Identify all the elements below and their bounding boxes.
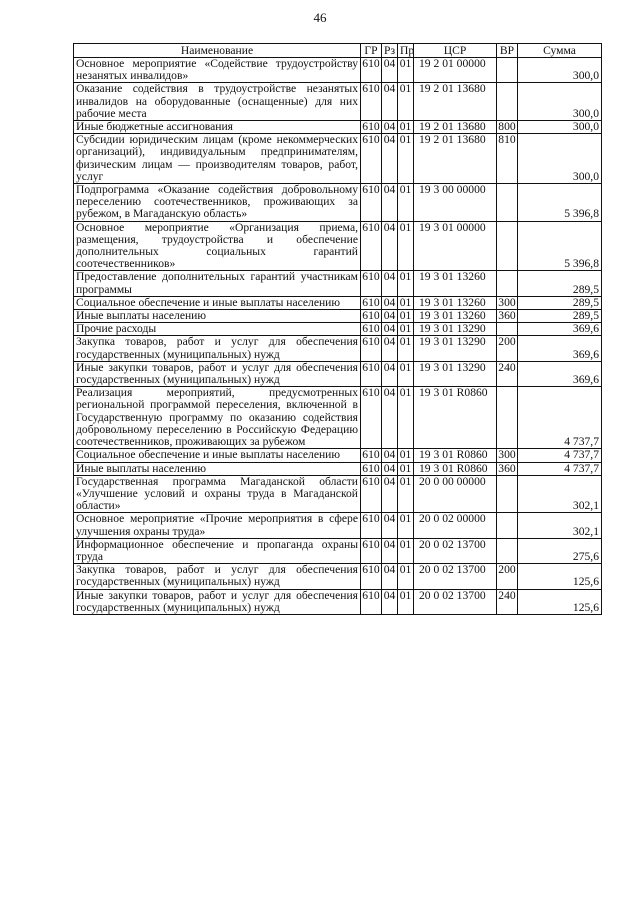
row-csr: 20 0 02 13700 [414, 538, 497, 563]
row-gr: 610 [361, 564, 382, 589]
table-row [74, 538, 602, 563]
row-name: Основное мероприятие «Содействие трудоустройству незанятых инвалидов» [74, 58, 361, 83]
table-row [74, 513, 602, 538]
row-csr: 20 0 02 13700 [414, 564, 497, 589]
row-rz: 04 [382, 387, 398, 449]
page-number: 46 [313, 10, 327, 25]
row-pr: 01 [398, 564, 414, 589]
row-vr [497, 513, 518, 538]
row-pr: 01 [398, 387, 414, 449]
row-sum: 369,6 [518, 336, 602, 361]
table-row [74, 83, 602, 121]
row-csr: 19 3 01 13290 [414, 361, 497, 386]
table-row [74, 121, 602, 134]
row-gr: 610 [362, 448, 380, 462]
row-rz: 04 [382, 271, 398, 296]
header-csr: ЦСР [414, 44, 497, 58]
row-name: Иные закупки товаров, работ и услуг для обеспечения государственных (муниципальных) нужд [74, 589, 361, 614]
row-gr: 610 [361, 336, 382, 361]
row-vr: 200 [497, 564, 518, 589]
table-row [74, 323, 602, 336]
row-csr: 19 2 01 13680 [414, 121, 497, 134]
row-name: Иные бюджетные ассигнования [74, 121, 361, 134]
row-vr [497, 221, 518, 271]
row-csr: 19 3 01 R0860 [414, 387, 497, 449]
row-csr: 20 0 02 13700 [414, 589, 497, 614]
row-name: Закупка товаров, работ и услуг для обеспечения государственных (муниципальных) нужд [74, 564, 361, 589]
row-gr: 610 [362, 461, 380, 475]
table-body [74, 58, 602, 615]
row-vr [497, 58, 518, 83]
row-rz: 04 [382, 296, 398, 309]
row-pr: 01 [398, 462, 414, 475]
row-pr: 01 [398, 336, 414, 361]
table-row [74, 564, 602, 589]
row-rz: 04 [382, 310, 398, 323]
row-pr: 01 [398, 361, 414, 386]
row-name: Основное мероприятие «Организация приема, размещения, трудоустройства и обеспечение дополнительных социальных гарантий соотечественников» [74, 221, 361, 271]
row-sum: 302,1 [518, 475, 602, 513]
row-pr: 01 [398, 296, 414, 309]
table-row [74, 58, 602, 83]
row-gr: 610 [361, 589, 382, 614]
row-name: Иные выплаты населению [74, 310, 361, 323]
row-pr: 01 [398, 513, 414, 538]
row-vr: 800 [498, 120, 516, 134]
table-row [74, 221, 602, 271]
row-sum: 300,0 [518, 58, 602, 83]
table-row [74, 475, 602, 513]
row-rz: 04 [382, 538, 398, 563]
row-vr [497, 271, 518, 296]
row-gr: 610 [362, 120, 380, 134]
row-gr: 610 [362, 322, 380, 336]
row-sum: 289,5 [518, 310, 602, 323]
row-rz: 04 [382, 449, 398, 462]
row-csr: 20 0 00 00000 [414, 475, 497, 513]
row-csr: 19 3 01 13260 [414, 296, 497, 309]
row-rz: 04 [382, 513, 398, 538]
row-vr: 360 [498, 461, 516, 475]
table-row [74, 462, 602, 475]
row-vr: 300 [498, 295, 516, 309]
row-rz: 04 [382, 221, 398, 271]
header-gr: ГР [361, 44, 382, 58]
row-gr: 610 [361, 271, 382, 296]
header-sum: Сумма [518, 44, 602, 58]
table-row [74, 271, 602, 296]
row-gr: 610 [361, 361, 382, 386]
row-sum: 369,6 [518, 323, 602, 336]
row-name: Социальное обеспечение и иные выплаты населению [74, 449, 361, 462]
row-vr [497, 323, 518, 336]
row-gr: 610 [361, 83, 382, 121]
row-rz: 04 [382, 361, 398, 386]
row-csr: 19 3 01 13260 [414, 310, 497, 323]
row-rz: 04 [382, 475, 398, 513]
row-pr: 01 [398, 538, 414, 563]
row-pr: 01 [398, 184, 414, 222]
table-row [74, 449, 602, 462]
row-sum: 275,6 [518, 538, 602, 563]
row-csr: 19 2 01 00000 [414, 58, 497, 83]
row-gr: 610 [361, 475, 382, 513]
row-name: Основное мероприятие «Прочие мероприятия в сфере улучшения охраны труда» [74, 513, 361, 538]
row-csr: 19 2 01 13680 [414, 83, 497, 121]
row-vr: 240 [497, 361, 518, 386]
row-gr: 610 [361, 538, 382, 563]
row-vr [497, 83, 518, 121]
row-vr: 300 [498, 448, 516, 462]
row-gr: 610 [361, 184, 382, 222]
row-pr: 01 [398, 449, 414, 462]
table-row [74, 336, 602, 361]
row-gr: 610 [361, 58, 382, 83]
row-pr: 01 [398, 271, 414, 296]
row-rz: 04 [382, 83, 398, 121]
header-vr: ВР [497, 44, 518, 58]
row-sum: 300,0 [518, 134, 602, 184]
row-rz: 04 [382, 134, 398, 184]
row-sum: 4 737,7 [518, 449, 602, 462]
row-sum: 4 737,7 [518, 387, 602, 449]
row-rz: 04 [382, 564, 398, 589]
header-rz: Рз [382, 44, 398, 58]
row-csr: 19 3 01 00000 [414, 221, 497, 271]
row-sum: 4 737,7 [518, 462, 602, 475]
row-csr: 19 3 01 13260 [414, 271, 497, 296]
row-vr [497, 475, 518, 513]
row-csr: 19 3 01 13290 [414, 336, 497, 361]
row-gr: 610 [361, 513, 382, 538]
budget-table [73, 43, 602, 615]
row-rz: 04 [382, 589, 398, 614]
row-rz: 04 [382, 462, 398, 475]
row-sum: 125,6 [518, 564, 602, 589]
table-row [74, 184, 602, 222]
table-header-row [74, 44, 602, 58]
row-sum: 369,6 [518, 361, 602, 386]
row-csr: 19 3 01 R0860 [414, 449, 497, 462]
row-rz: 04 [382, 58, 398, 83]
row-name: Субсидии юридическим лицам (кроме некоммерческих организаций), индивидуальным предпринимателям, физическим лицам — производителям товаров, работ, услуг [74, 134, 361, 184]
row-csr: 19 3 00 00000 [414, 184, 497, 222]
row-pr: 01 [398, 83, 414, 121]
row-name: Прочие расходы [74, 323, 361, 336]
row-sum: 302,1 [518, 513, 602, 538]
row-pr: 01 [398, 323, 414, 336]
table-row [74, 134, 602, 184]
row-gr: 610 [361, 221, 382, 271]
row-sum: 289,5 [518, 271, 602, 296]
row-csr: 19 2 01 13680 [414, 134, 497, 184]
table-row [74, 589, 602, 614]
row-name: Оказание содействия в трудоустройстве незанятых инвалидов на оборудованные (оснащенные) для них рабочие места [74, 83, 361, 121]
row-rz: 04 [382, 336, 398, 361]
table-row [74, 296, 602, 309]
row-pr: 01 [398, 121, 414, 134]
row-sum: 5 396,8 [518, 221, 602, 271]
row-vr: 360 [498, 309, 516, 323]
row-gr: 610 [362, 295, 380, 309]
row-csr: 19 3 01 13290 [414, 323, 497, 336]
row-vr [497, 387, 518, 449]
row-sum: 300,0 [518, 121, 602, 134]
row-sum: 5 396,8 [518, 184, 602, 222]
row-csr: 20 0 02 00000 [414, 513, 497, 538]
row-pr: 01 [398, 589, 414, 614]
row-sum: 300,0 [518, 83, 602, 121]
row-pr: 01 [398, 134, 414, 184]
table-row [74, 310, 602, 323]
header-name: Наименование [74, 44, 361, 58]
row-name: Социальное обеспечение и иные выплаты населению [74, 296, 361, 309]
row-pr: 01 [398, 58, 414, 83]
row-vr: 810 [497, 134, 518, 184]
row-name: Иные выплаты населению [74, 462, 361, 475]
row-vr: 200 [497, 336, 518, 361]
row-name: Государственная программа Магаданской области «Улучшение условий и охраны труда в Магаданской области» [74, 475, 361, 513]
table-row [74, 387, 602, 449]
row-pr: 01 [398, 310, 414, 323]
row-vr [497, 184, 518, 222]
row-rz: 04 [382, 323, 398, 336]
header-pr: Пр [398, 44, 414, 58]
row-sum: 289,5 [518, 296, 602, 309]
row-name: Информационное обеспечение и пропаганда охраны труда [74, 538, 361, 563]
table-row [74, 361, 602, 386]
row-csr: 19 3 01 R0860 [414, 462, 497, 475]
row-name: Подпрограмма «Оказание содействия добровольному переселению соотечественников, проживающих за рубежом, в Магаданскую область» [74, 184, 361, 222]
row-rz: 04 [382, 184, 398, 222]
row-gr: 610 [362, 309, 380, 323]
row-name: Предоставление дополнительных гарантий участникам программы [74, 271, 361, 296]
row-pr: 01 [398, 221, 414, 271]
row-pr: 01 [398, 475, 414, 513]
row-gr: 610 [361, 134, 382, 184]
row-name: Закупка товаров, работ и услуг для обеспечения государственных (муниципальных) нужд [74, 336, 361, 361]
row-name: Иные закупки товаров, работ и услуг для обеспечения государственных (муниципальных) нужд [74, 361, 361, 386]
row-sum: 125,6 [518, 589, 602, 614]
row-gr: 610 [361, 387, 382, 449]
row-rz: 04 [382, 121, 398, 134]
row-vr [497, 538, 518, 563]
row-name: Реализация мероприятий, предусмотренных региональной программой переселения, включенной в Государственную программу по оказанию содействия добровольному переселению в Российскую Федерацию соотечественников, проживающих за рубежом [74, 387, 361, 449]
row-vr: 240 [497, 589, 518, 614]
